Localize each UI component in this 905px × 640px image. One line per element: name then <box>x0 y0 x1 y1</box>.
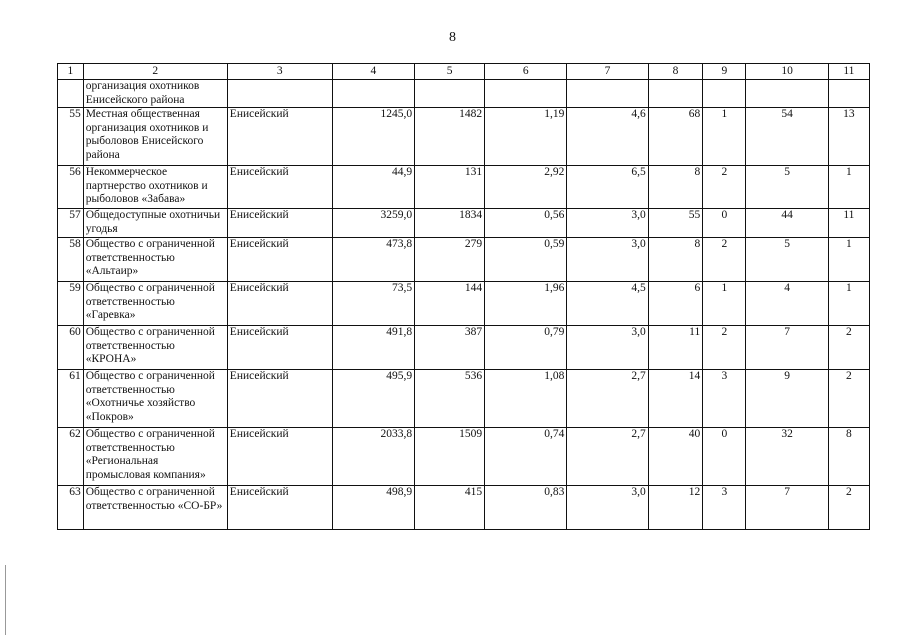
value-cell: 1834 <box>415 209 485 238</box>
value-cell: 3,0 <box>567 326 648 370</box>
table-row <box>58 166 870 209</box>
row-number-cell: 59 <box>58 282 84 326</box>
value-cell: 2 <box>703 238 746 282</box>
header-cell: 1 <box>58 64 84 80</box>
header-cell: 6 <box>485 64 567 80</box>
row-number-cell: 58 <box>58 238 84 282</box>
header-cell: 8 <box>648 64 703 80</box>
header-cell: 9 <box>703 64 746 80</box>
value-cell <box>332 80 414 108</box>
district-cell: Енисейский <box>227 326 332 370</box>
value-cell: 68 <box>648 108 703 166</box>
value-cell: 1 <box>703 282 746 326</box>
row-number-cell: 57 <box>58 209 84 238</box>
value-cell: 3,0 <box>567 238 648 282</box>
value-cell: 8 <box>828 428 869 486</box>
organization-name-cell: Местная общественная организация охотников и рыболовов Енисейского района <box>83 108 227 166</box>
value-cell: 0,56 <box>485 209 567 238</box>
value-cell: 491,8 <box>332 326 414 370</box>
district-cell: Енисейский <box>227 108 332 166</box>
table-row <box>58 326 870 370</box>
value-cell: 44 <box>746 209 828 238</box>
value-cell: 5 <box>746 238 828 282</box>
header-cell: 7 <box>567 64 648 80</box>
value-cell <box>485 80 567 108</box>
value-cell: 9 <box>746 370 828 428</box>
value-cell: 415 <box>415 486 485 530</box>
value-cell: 40 <box>648 428 703 486</box>
row-number-cell: 62 <box>58 428 84 486</box>
value-cell: 73,5 <box>332 282 414 326</box>
header-cell: 5 <box>415 64 485 80</box>
value-cell: 2,92 <box>485 166 567 209</box>
value-cell: 4 <box>746 282 828 326</box>
value-cell: 11 <box>648 326 703 370</box>
value-cell: 279 <box>415 238 485 282</box>
organization-name-cell: Общедоступные охотничьи угодья <box>83 209 227 238</box>
organization-name-cell: Общество с ограниченной ответственностью «Региональная промысловая компания» <box>83 428 227 486</box>
table-row <box>58 209 870 238</box>
value-cell: 2,7 <box>567 428 648 486</box>
header-row <box>58 64 870 80</box>
value-cell <box>746 80 828 108</box>
value-cell: 0 <box>703 209 746 238</box>
value-cell: 1 <box>703 108 746 166</box>
district-cell: Енисейский <box>227 238 332 282</box>
table-row <box>58 370 870 428</box>
value-cell: 54 <box>746 108 828 166</box>
organization-name-cell: Некоммерческое партнерство охотников и рыболовов «Забава» <box>83 166 227 209</box>
organization-name-cell: Общество с ограниченной ответственностью «Гаревка» <box>83 282 227 326</box>
value-cell: 1482 <box>415 108 485 166</box>
header-cell: 2 <box>83 64 227 80</box>
value-cell: 7 <box>746 326 828 370</box>
table-row <box>58 486 870 530</box>
value-cell: 0,74 <box>485 428 567 486</box>
value-cell: 11 <box>828 209 869 238</box>
value-cell: 7 <box>746 486 828 530</box>
value-cell: 14 <box>648 370 703 428</box>
organization-name-cell: организация охотников Енисейского района <box>83 80 227 108</box>
value-cell: 2 <box>828 370 869 428</box>
value-cell: 1 <box>828 238 869 282</box>
value-cell: 2 <box>703 326 746 370</box>
organization-name-cell: Общество с ограниченной ответственностью «Охотничье хозяйство «Покров» <box>83 370 227 428</box>
value-cell: 2 <box>828 486 869 530</box>
value-cell: 8 <box>648 166 703 209</box>
value-cell: 495,9 <box>332 370 414 428</box>
district-cell: Енисейский <box>227 209 332 238</box>
value-cell: 0,83 <box>485 486 567 530</box>
value-cell: 3,0 <box>567 209 648 238</box>
value-cell: 0,59 <box>485 238 567 282</box>
value-cell: 131 <box>415 166 485 209</box>
table-row <box>58 238 870 282</box>
scan-edge-mark <box>5 565 6 635</box>
header-cell: 10 <box>746 64 828 80</box>
value-cell: 6,5 <box>567 166 648 209</box>
value-cell: 2033,8 <box>332 428 414 486</box>
organization-name-cell: Общество с ограниченной ответственностью «СО-БР» <box>83 486 227 530</box>
value-cell: 387 <box>415 326 485 370</box>
value-cell: 1245,0 <box>332 108 414 166</box>
row-number-cell: 55 <box>58 108 84 166</box>
row-number-cell: 60 <box>58 326 84 370</box>
district-cell: Енисейский <box>227 282 332 326</box>
value-cell: 55 <box>648 209 703 238</box>
value-cell: 32 <box>746 428 828 486</box>
value-cell: 4,6 <box>567 108 648 166</box>
value-cell: 2 <box>703 166 746 209</box>
table-row <box>58 108 870 166</box>
value-cell: 3,0 <box>567 486 648 530</box>
value-cell: 6 <box>648 282 703 326</box>
organization-name-cell: Общество с ограниченной ответственностью «КРОНА» <box>83 326 227 370</box>
value-cell <box>703 80 746 108</box>
value-cell <box>567 80 648 108</box>
value-cell: 8 <box>648 238 703 282</box>
value-cell: 1 <box>828 166 869 209</box>
value-cell: 2 <box>828 326 869 370</box>
district-cell: Енисейский <box>227 486 332 530</box>
district-cell: Енисейский <box>227 428 332 486</box>
value-cell: 12 <box>648 486 703 530</box>
organization-name-cell: Общество с ограниченной ответственностью «Альтаир» <box>83 238 227 282</box>
value-cell <box>415 80 485 108</box>
value-cell: 1,08 <box>485 370 567 428</box>
value-cell: 2,7 <box>567 370 648 428</box>
row-number-cell <box>58 80 84 108</box>
district-cell: Енисейский <box>227 166 332 209</box>
value-cell: 1509 <box>415 428 485 486</box>
value-cell: 5 <box>746 166 828 209</box>
table-row <box>58 428 870 486</box>
table-row <box>58 80 870 108</box>
row-number-cell: 56 <box>58 166 84 209</box>
value-cell: 144 <box>415 282 485 326</box>
value-cell: 1,96 <box>485 282 567 326</box>
value-cell: 4,5 <box>567 282 648 326</box>
value-cell: 498,9 <box>332 486 414 530</box>
district-cell: Енисейский <box>227 370 332 428</box>
value-cell: 0,79 <box>485 326 567 370</box>
header-cell: 3 <box>227 64 332 80</box>
value-cell: 3 <box>703 486 746 530</box>
value-cell: 473,8 <box>332 238 414 282</box>
table-row <box>58 282 870 326</box>
header-cell: 11 <box>828 64 869 80</box>
value-cell: 44,9 <box>332 166 414 209</box>
value-cell: 3 <box>703 370 746 428</box>
value-cell: 0 <box>703 428 746 486</box>
value-cell: 1 <box>828 282 869 326</box>
value-cell: 1,19 <box>485 108 567 166</box>
value-cell: 13 <box>828 108 869 166</box>
value-cell: 3259,0 <box>332 209 414 238</box>
hunting-grounds-table <box>57 63 870 530</box>
row-number-cell: 63 <box>58 486 84 530</box>
district-cell <box>227 80 332 108</box>
page-number: 8 <box>449 30 456 45</box>
header-cell: 4 <box>332 64 414 80</box>
value-cell: 536 <box>415 370 485 428</box>
value-cell <box>828 80 869 108</box>
value-cell <box>648 80 703 108</box>
row-number-cell: 61 <box>58 370 84 428</box>
